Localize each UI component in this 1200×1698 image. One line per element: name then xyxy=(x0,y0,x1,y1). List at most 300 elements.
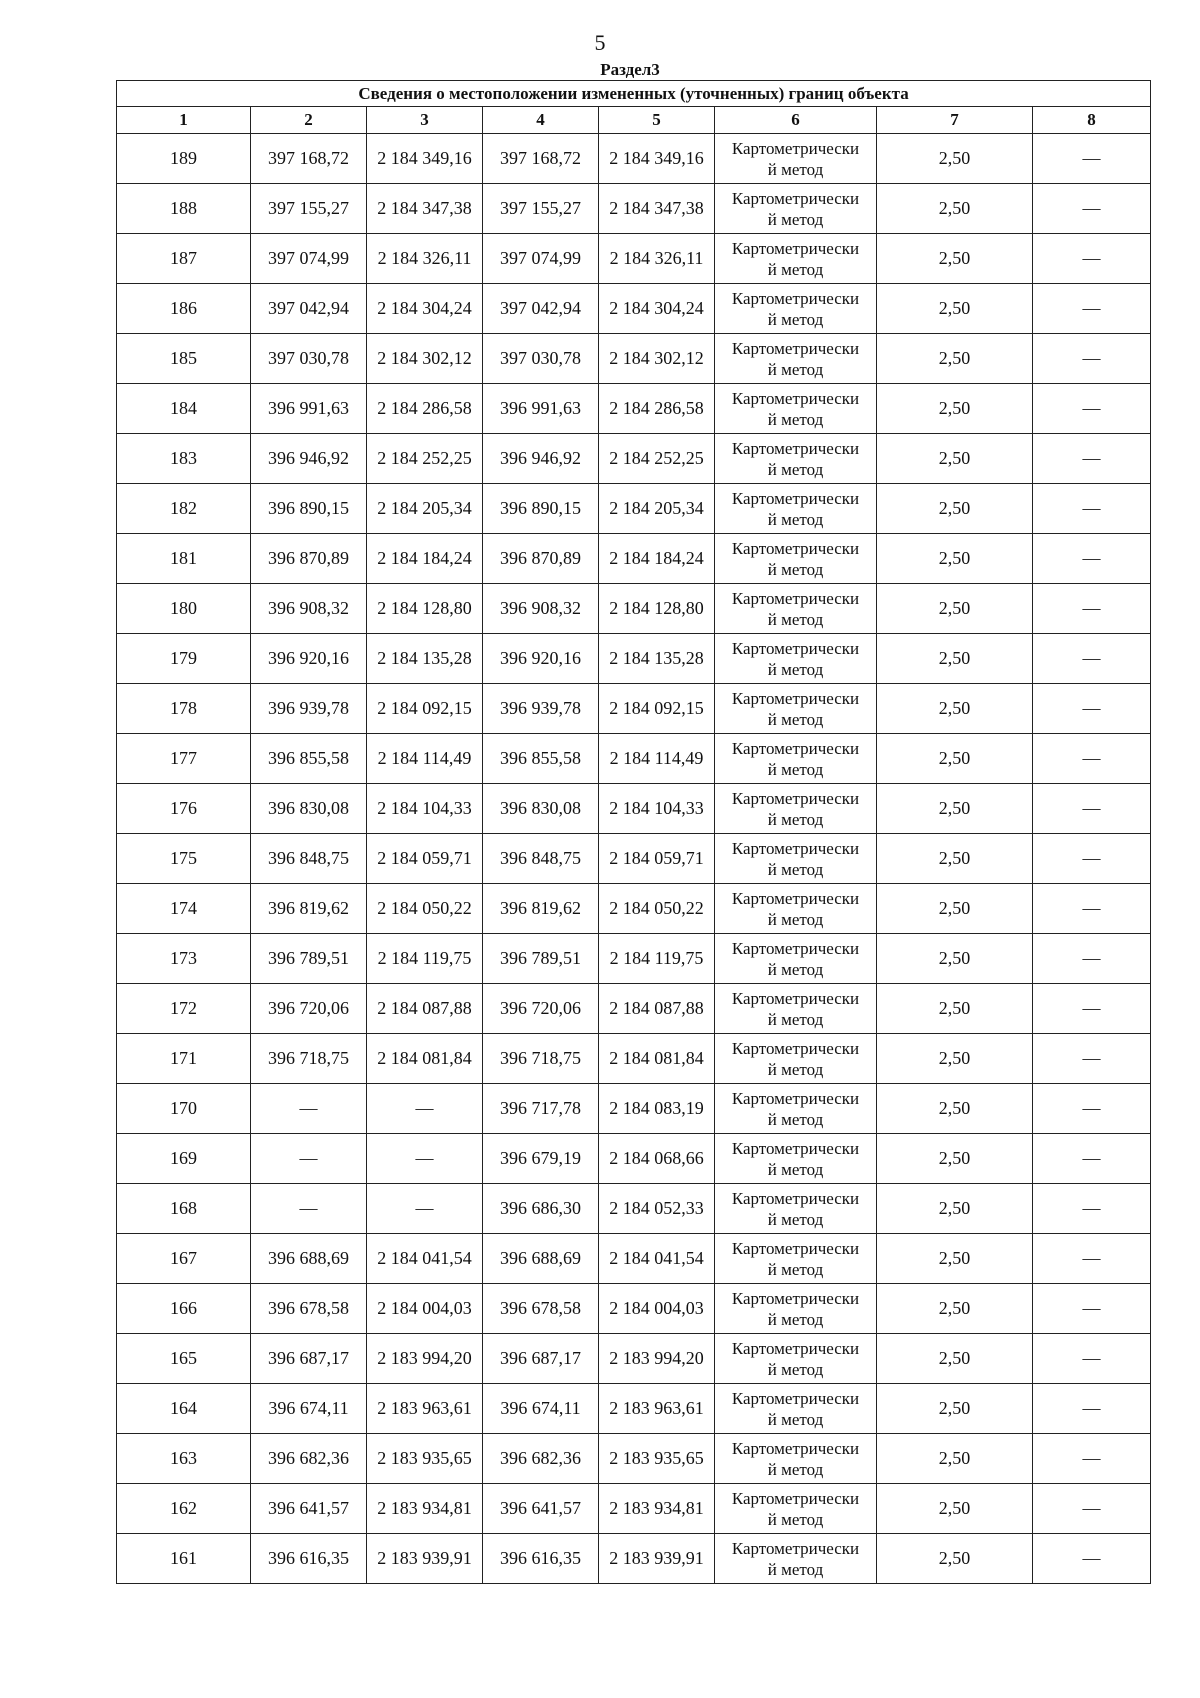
description-cell: — xyxy=(1033,684,1151,734)
x-new-cell: 396 855,58 xyxy=(483,734,599,784)
y-existing-cell: 2 184 087,88 xyxy=(367,984,483,1034)
method-cell xyxy=(715,434,877,484)
y-new-cell: 2 184 104,33 xyxy=(599,784,715,834)
x-new-cell: 396 870,89 xyxy=(483,534,599,584)
y-new-cell: 2 184 252,25 xyxy=(599,434,715,484)
y-new-cell: 2 184 135,28 xyxy=(599,634,715,684)
x-new-cell: 396 678,58 xyxy=(483,1284,599,1334)
x-existing-cell: 397 168,72 xyxy=(251,134,367,184)
description-cell: — xyxy=(1033,1184,1151,1234)
table-row xyxy=(117,184,1151,234)
y-existing-cell: 2 184 059,71 xyxy=(367,834,483,884)
x-existing-cell: 396 819,62 xyxy=(251,884,367,934)
method-line-1: Картометрически xyxy=(731,1088,860,1108)
point-number-cell: 170 xyxy=(117,1084,251,1134)
y-new-cell: 2 184 286,58 xyxy=(599,384,715,434)
x-existing-cell: 396 688,69 xyxy=(251,1234,367,1284)
x-existing-cell: 396 718,75 xyxy=(251,1034,367,1084)
x-new-cell: 397 074,99 xyxy=(483,234,599,284)
method-line-1: Картометрически xyxy=(731,1538,860,1558)
x-new-cell: 396 830,08 xyxy=(483,784,599,834)
method-line-2: й метод xyxy=(767,1209,824,1229)
x-new-cell: 396 682,36 xyxy=(483,1434,599,1484)
table-row xyxy=(117,1284,1151,1334)
table-row xyxy=(117,1334,1151,1384)
method-line-1: Картометрически xyxy=(731,738,860,758)
method-line-1: Картометрически xyxy=(731,538,860,558)
x-existing-cell: 396 890,15 xyxy=(251,484,367,534)
method-line-1: Картометрически xyxy=(731,988,860,1008)
method-line-2: й метод xyxy=(767,459,824,479)
x-new-cell: 397 155,27 xyxy=(483,184,599,234)
table-row xyxy=(117,684,1151,734)
x-existing-cell: — xyxy=(251,1184,367,1234)
description-cell: — xyxy=(1033,1234,1151,1284)
method-line-1: Картометрически xyxy=(731,488,860,508)
accuracy-cell: 2,50 xyxy=(877,834,1033,884)
method-line-2: й метод xyxy=(767,259,824,279)
y-existing-cell: — xyxy=(367,1084,483,1134)
table-row xyxy=(117,334,1151,384)
y-new-cell: 2 183 939,91 xyxy=(599,1534,715,1584)
method-cell xyxy=(715,1384,877,1434)
accuracy-cell: 2,50 xyxy=(877,234,1033,284)
method-cell xyxy=(715,334,877,384)
method-cell xyxy=(715,984,877,1034)
point-number-cell: 186 xyxy=(117,284,251,334)
point-number-cell: 178 xyxy=(117,684,251,734)
method-line-2: й метод xyxy=(767,309,824,329)
y-new-cell: 2 184 326,11 xyxy=(599,234,715,284)
y-new-cell: 2 184 050,22 xyxy=(599,884,715,934)
x-new-cell: 396 686,30 xyxy=(483,1184,599,1234)
method-line-2: й метод xyxy=(767,959,824,979)
description-cell: — xyxy=(1033,1384,1151,1434)
method-cell xyxy=(715,584,877,634)
point-number-cell: 184 xyxy=(117,384,251,434)
table-row xyxy=(117,934,1151,984)
method-line-2: й метод xyxy=(767,1259,824,1279)
x-new-cell: 396 789,51 xyxy=(483,934,599,984)
table-row xyxy=(117,434,1151,484)
method-line-1: Картометрически xyxy=(731,188,860,208)
column-header-3: 3 xyxy=(367,107,483,134)
point-number-cell: 173 xyxy=(117,934,251,984)
method-cell xyxy=(715,1434,877,1484)
method-line-2: й метод xyxy=(767,509,824,529)
table-row xyxy=(117,1484,1151,1534)
y-new-cell: 2 184 302,12 xyxy=(599,334,715,384)
y-existing-cell: 2 184 135,28 xyxy=(367,634,483,684)
point-number-cell: 165 xyxy=(117,1334,251,1384)
method-line-2: й метод xyxy=(767,359,824,379)
method-cell xyxy=(715,1234,877,1284)
description-cell: — xyxy=(1033,1434,1151,1484)
accuracy-cell: 2,50 xyxy=(877,484,1033,534)
point-number-cell: 166 xyxy=(117,1284,251,1334)
x-new-cell: 396 720,06 xyxy=(483,984,599,1034)
x-existing-cell: 396 848,75 xyxy=(251,834,367,884)
point-number-cell: 167 xyxy=(117,1234,251,1284)
method-line-1: Картометрически xyxy=(731,938,860,958)
description-cell: — xyxy=(1033,1484,1151,1534)
description-cell: — xyxy=(1033,484,1151,534)
y-new-cell: 2 184 059,71 xyxy=(599,834,715,884)
y-existing-cell: 2 184 092,15 xyxy=(367,684,483,734)
table-row xyxy=(117,1084,1151,1134)
point-number-cell: 182 xyxy=(117,484,251,534)
x-new-cell: 396 908,32 xyxy=(483,584,599,634)
x-new-cell: 396 819,62 xyxy=(483,884,599,934)
method-line-1: Картометрически xyxy=(731,838,860,858)
x-new-cell: 396 688,69 xyxy=(483,1234,599,1284)
method-line-1: Картометрически xyxy=(731,388,860,408)
accuracy-cell: 2,50 xyxy=(877,684,1033,734)
point-number-cell: 168 xyxy=(117,1184,251,1234)
description-cell: — xyxy=(1033,334,1151,384)
method-line-2: й метод xyxy=(767,1009,824,1029)
table-row xyxy=(117,1434,1151,1484)
method-line-1: Картометрически xyxy=(731,788,860,808)
accuracy-cell: 2,50 xyxy=(877,1334,1033,1384)
method-line-2: й метод xyxy=(767,1559,824,1579)
x-new-cell: 396 679,19 xyxy=(483,1134,599,1184)
y-existing-cell: 2 184 205,34 xyxy=(367,484,483,534)
description-cell: — xyxy=(1033,834,1151,884)
point-number-cell: 171 xyxy=(117,1034,251,1084)
x-new-cell: 396 718,75 xyxy=(483,1034,599,1084)
table-row xyxy=(117,984,1151,1034)
y-new-cell: 2 184 128,80 xyxy=(599,584,715,634)
accuracy-cell: 2,50 xyxy=(877,334,1033,384)
column-number-row xyxy=(117,107,1151,134)
accuracy-cell: 2,50 xyxy=(877,1284,1033,1334)
column-header-6: 6 xyxy=(715,107,877,134)
column-header-1: 1 xyxy=(117,107,251,134)
method-cell xyxy=(715,134,877,184)
y-new-cell: 2 184 184,24 xyxy=(599,534,715,584)
y-existing-cell: 2 184 326,11 xyxy=(367,234,483,284)
y-existing-cell: 2 184 114,49 xyxy=(367,734,483,784)
accuracy-cell: 2,50 xyxy=(877,384,1033,434)
x-existing-cell: 396 991,63 xyxy=(251,384,367,434)
accuracy-cell: 2,50 xyxy=(877,134,1033,184)
accuracy-cell: 2,50 xyxy=(877,934,1033,984)
accuracy-cell: 2,50 xyxy=(877,1384,1033,1434)
point-number-cell: 175 xyxy=(117,834,251,884)
x-new-cell: 396 674,11 xyxy=(483,1384,599,1434)
table-caption: Сведения о местоположении измененных (уточненных) границ объекта xyxy=(117,81,1151,107)
y-existing-cell: 2 184 128,80 xyxy=(367,584,483,634)
table-row xyxy=(117,134,1151,184)
table-row xyxy=(117,834,1151,884)
x-new-cell: 396 939,78 xyxy=(483,684,599,734)
method-line-2: й метод xyxy=(767,859,824,879)
method-line-1: Картометрически xyxy=(731,1438,860,1458)
accuracy-cell: 2,50 xyxy=(877,1234,1033,1284)
point-number-cell: 176 xyxy=(117,784,251,834)
y-new-cell: 2 184 114,49 xyxy=(599,734,715,784)
method-line-1: Картометрически xyxy=(731,1288,860,1308)
x-existing-cell: 396 830,08 xyxy=(251,784,367,834)
table-row xyxy=(117,534,1151,584)
method-line-1: Картометрически xyxy=(731,338,860,358)
y-new-cell: 2 183 994,20 xyxy=(599,1334,715,1384)
x-existing-cell: 396 939,78 xyxy=(251,684,367,734)
method-cell xyxy=(715,484,877,534)
y-existing-cell: 2 183 935,65 xyxy=(367,1434,483,1484)
y-existing-cell: 2 184 302,12 xyxy=(367,334,483,384)
column-header-4: 4 xyxy=(483,107,599,134)
method-line-1: Картометрически xyxy=(731,1488,860,1508)
y-existing-cell: 2 184 004,03 xyxy=(367,1284,483,1334)
method-cell xyxy=(715,784,877,834)
method-cell xyxy=(715,1034,877,1084)
column-header-7: 7 xyxy=(877,107,1033,134)
method-cell xyxy=(715,184,877,234)
x-existing-cell: — xyxy=(251,1134,367,1184)
method-cell xyxy=(715,634,877,684)
method-line-1: Картометрически xyxy=(731,638,860,658)
method-line-1: Картометрически xyxy=(731,238,860,258)
section-title: Раздел3 xyxy=(600,60,660,79)
y-existing-cell: — xyxy=(367,1134,483,1184)
y-new-cell: 2 184 004,03 xyxy=(599,1284,715,1334)
point-number-cell: 188 xyxy=(117,184,251,234)
y-existing-cell: 2 184 050,22 xyxy=(367,884,483,934)
accuracy-cell: 2,50 xyxy=(877,1084,1033,1134)
x-existing-cell: 396 789,51 xyxy=(251,934,367,984)
x-existing-cell: 397 042,94 xyxy=(251,284,367,334)
y-existing-cell: 2 184 347,38 xyxy=(367,184,483,234)
method-line-1: Картометрически xyxy=(731,138,860,158)
description-cell: — xyxy=(1033,184,1151,234)
method-cell xyxy=(715,1084,877,1134)
page-number: 5 xyxy=(594,30,606,55)
method-cell xyxy=(715,534,877,584)
table-row xyxy=(117,1384,1151,1434)
method-line-2: й метод xyxy=(767,759,824,779)
method-line-1: Картометрически xyxy=(731,1038,860,1058)
y-new-cell: 2 184 347,38 xyxy=(599,184,715,234)
point-number-cell: 162 xyxy=(117,1484,251,1534)
table-row xyxy=(117,1184,1151,1234)
table-row xyxy=(117,284,1151,334)
y-existing-cell: 2 184 252,25 xyxy=(367,434,483,484)
table-row xyxy=(117,384,1151,434)
x-existing-cell: 396 946,92 xyxy=(251,434,367,484)
method-line-2: й метод xyxy=(767,609,824,629)
x-existing-cell: 396 687,17 xyxy=(251,1334,367,1384)
table-row xyxy=(117,1534,1151,1584)
point-number-cell: 181 xyxy=(117,534,251,584)
description-cell: — xyxy=(1033,284,1151,334)
x-existing-cell: 397 074,99 xyxy=(251,234,367,284)
description-cell: — xyxy=(1033,584,1151,634)
y-existing-cell: 2 184 349,16 xyxy=(367,134,483,184)
boundary-table xyxy=(116,80,1151,1584)
accuracy-cell: 2,50 xyxy=(877,534,1033,584)
method-line-2: й метод xyxy=(767,209,824,229)
y-existing-cell: 2 183 934,81 xyxy=(367,1484,483,1534)
method-cell xyxy=(715,1134,877,1184)
y-existing-cell: 2 184 104,33 xyxy=(367,784,483,834)
x-new-cell: 397 042,94 xyxy=(483,284,599,334)
x-existing-cell: 396 616,35 xyxy=(251,1534,367,1584)
method-line-1: Картометрически xyxy=(731,588,860,608)
accuracy-cell: 2,50 xyxy=(877,1034,1033,1084)
y-new-cell: 2 184 052,33 xyxy=(599,1184,715,1234)
method-line-1: Картометрически xyxy=(731,688,860,708)
x-new-cell: 396 616,35 xyxy=(483,1534,599,1584)
method-line-1: Картометрически xyxy=(731,1238,860,1258)
method-line-2: й метод xyxy=(767,1059,824,1079)
method-line-1: Картометрически xyxy=(731,1338,860,1358)
method-cell xyxy=(715,934,877,984)
description-cell: — xyxy=(1033,984,1151,1034)
table-row xyxy=(117,634,1151,684)
method-line-2: й метод xyxy=(767,559,824,579)
description-cell: — xyxy=(1033,1134,1151,1184)
y-existing-cell: 2 184 081,84 xyxy=(367,1034,483,1084)
x-new-cell: 397 030,78 xyxy=(483,334,599,384)
method-cell xyxy=(715,1284,877,1334)
point-number-cell: 179 xyxy=(117,634,251,684)
y-new-cell: 2 183 935,65 xyxy=(599,1434,715,1484)
method-line-2: й метод xyxy=(767,659,824,679)
column-header-5: 5 xyxy=(599,107,715,134)
y-existing-cell: — xyxy=(367,1184,483,1234)
x-new-cell: 396 920,16 xyxy=(483,634,599,684)
method-line-1: Картометрически xyxy=(731,888,860,908)
method-line-2: й метод xyxy=(767,709,824,729)
method-line-2: й метод xyxy=(767,1359,824,1379)
table-body xyxy=(117,134,1151,1584)
description-cell: — xyxy=(1033,884,1151,934)
y-existing-cell: 2 184 184,24 xyxy=(367,534,483,584)
column-header-8: 8 xyxy=(1033,107,1151,134)
table-row xyxy=(117,784,1151,834)
y-new-cell: 2 184 041,54 xyxy=(599,1234,715,1284)
description-cell: — xyxy=(1033,534,1151,584)
y-new-cell: 2 184 092,15 xyxy=(599,684,715,734)
description-cell: — xyxy=(1033,784,1151,834)
y-new-cell: 2 184 119,75 xyxy=(599,934,715,984)
x-new-cell: 396 991,63 xyxy=(483,384,599,434)
method-line-1: Картометрически xyxy=(731,288,860,308)
column-header-2: 2 xyxy=(251,107,367,134)
method-line-2: й метод xyxy=(767,1409,824,1429)
y-new-cell: 2 184 205,34 xyxy=(599,484,715,534)
table-row xyxy=(117,1134,1151,1184)
point-number-cell: 161 xyxy=(117,1534,251,1584)
y-new-cell: 2 184 349,16 xyxy=(599,134,715,184)
method-cell xyxy=(715,734,877,784)
description-cell: — xyxy=(1033,934,1151,984)
table-row xyxy=(117,1234,1151,1284)
accuracy-cell: 2,50 xyxy=(877,1134,1033,1184)
point-number-cell: 174 xyxy=(117,884,251,934)
y-existing-cell: 2 183 939,91 xyxy=(367,1534,483,1584)
x-existing-cell: 396 720,06 xyxy=(251,984,367,1034)
method-line-2: й метод xyxy=(767,409,824,429)
x-new-cell: 396 890,15 xyxy=(483,484,599,534)
point-number-cell: 185 xyxy=(117,334,251,384)
y-existing-cell: 2 184 119,75 xyxy=(367,934,483,984)
x-existing-cell: 396 870,89 xyxy=(251,534,367,584)
point-number-cell: 183 xyxy=(117,434,251,484)
method-cell xyxy=(715,684,877,734)
y-new-cell: 2 183 963,61 xyxy=(599,1384,715,1434)
description-cell: — xyxy=(1033,434,1151,484)
accuracy-cell: 2,50 xyxy=(877,884,1033,934)
y-existing-cell: 2 184 286,58 xyxy=(367,384,483,434)
y-new-cell: 2 184 087,88 xyxy=(599,984,715,1034)
description-cell: — xyxy=(1033,1034,1151,1084)
table-row xyxy=(117,884,1151,934)
point-number-cell: 163 xyxy=(117,1434,251,1484)
method-cell xyxy=(715,234,877,284)
method-line-1: Картометрически xyxy=(731,1138,860,1158)
accuracy-cell: 2,50 xyxy=(877,184,1033,234)
x-existing-cell: 397 155,27 xyxy=(251,184,367,234)
point-number-cell: 187 xyxy=(117,234,251,284)
x-existing-cell: 396 641,57 xyxy=(251,1484,367,1534)
table-row xyxy=(117,484,1151,534)
method-line-2: й метод xyxy=(767,909,824,929)
description-cell: — xyxy=(1033,1534,1151,1584)
y-existing-cell: 2 184 041,54 xyxy=(367,1234,483,1284)
method-line-1: Картометрически xyxy=(731,438,860,458)
table-row xyxy=(117,234,1151,284)
x-existing-cell: 396 678,58 xyxy=(251,1284,367,1334)
accuracy-cell: 2,50 xyxy=(877,434,1033,484)
method-cell xyxy=(715,834,877,884)
accuracy-cell: 2,50 xyxy=(877,1434,1033,1484)
method-cell xyxy=(715,384,877,434)
description-cell: — xyxy=(1033,234,1151,284)
description-cell: — xyxy=(1033,1284,1151,1334)
y-new-cell: 2 183 934,81 xyxy=(599,1484,715,1534)
method-cell xyxy=(715,1334,877,1384)
method-line-2: й метод xyxy=(767,159,824,179)
y-existing-cell: 2 183 963,61 xyxy=(367,1384,483,1434)
y-existing-cell: 2 184 304,24 xyxy=(367,284,483,334)
x-existing-cell: — xyxy=(251,1084,367,1134)
accuracy-cell: 2,50 xyxy=(877,1534,1033,1584)
method-cell xyxy=(715,1184,877,1234)
x-new-cell: 396 717,78 xyxy=(483,1084,599,1134)
accuracy-cell: 2,50 xyxy=(877,1184,1033,1234)
method-line-1: Картометрически xyxy=(731,1388,860,1408)
description-cell: — xyxy=(1033,734,1151,784)
description-cell: — xyxy=(1033,634,1151,684)
method-cell xyxy=(715,284,877,334)
accuracy-cell: 2,50 xyxy=(877,734,1033,784)
x-new-cell: 397 168,72 xyxy=(483,134,599,184)
method-line-2: й метод xyxy=(767,1309,824,1329)
accuracy-cell: 2,50 xyxy=(877,984,1033,1034)
x-existing-cell: 397 030,78 xyxy=(251,334,367,384)
y-new-cell: 2 184 083,19 xyxy=(599,1084,715,1134)
y-new-cell: 2 184 081,84 xyxy=(599,1034,715,1084)
accuracy-cell: 2,50 xyxy=(877,784,1033,834)
method-line-2: й метод xyxy=(767,1159,824,1179)
point-number-cell: 189 xyxy=(117,134,251,184)
x-existing-cell: 396 674,11 xyxy=(251,1384,367,1434)
description-cell: — xyxy=(1033,1084,1151,1134)
point-number-cell: 164 xyxy=(117,1384,251,1434)
